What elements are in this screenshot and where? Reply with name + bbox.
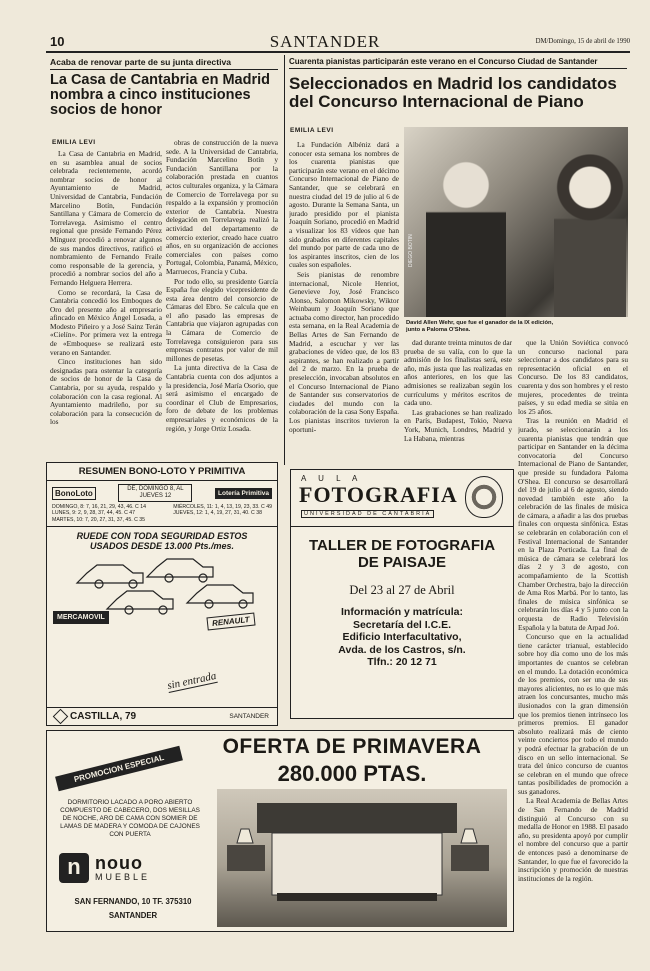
furniture-address: SAN FERNANDO, 10 TF. 375310 xyxy=(74,897,192,906)
promo-badge: PROMOCION ESPECIAL xyxy=(55,746,183,792)
lottery-results-right xyxy=(173,504,272,523)
lottery-car-ad xyxy=(46,462,278,726)
nouo-wordmark xyxy=(95,854,150,882)
lottery-result-row: MARTES, 10: 7, 20, 27, 31, 37, 45. C 35 xyxy=(52,516,146,523)
workshop-dates: Del 23 al 27 de Abril xyxy=(349,583,455,597)
nouo-icon: n xyxy=(59,853,89,883)
left-article-kicker: Acaba de renovar parte de su junta directiva xyxy=(50,57,278,70)
dealer-city: SANTANDER xyxy=(229,713,269,720)
right-article-column-2 xyxy=(404,339,512,465)
car-ad-footer xyxy=(47,707,277,725)
furniture-offer-headline: OFERTA DE PRIMAVERA xyxy=(222,735,482,758)
left-article-byline: EMILIA LEVI xyxy=(52,139,96,146)
university-name: UNIVERSIDAD DE CANTABRIA xyxy=(301,510,434,518)
right-article-paragraph: Seis pianistas de renombre internacional, Nicole Henriot, Genevieve Joy, José Francisco Alonso, Salomon Mikowsky, Wiktor Weinbaum y Joaquín Soriano que actuaba como director, han procedido esta semana, en la Real Academia de Bellas Artes de San Fernando de Madrid, a escuchar y ver las grabaciones de vídeo que, de los 83 aspirantes, se han realizado a partir del 2 de marzo. En la prueba de preselección, invocaban absolutos en el Concurso Internacional de Piano de Santander sus conservatorios de ciudades del mundo con la colaboración de la casa Sony España. Los pianistas inscritos tuvieron la oportuni- xyxy=(289,269,399,434)
renault-diamond-icon xyxy=(53,709,69,725)
workshop-info-line: Secretaría del I.C.E. xyxy=(352,618,452,631)
photo-figure-left xyxy=(426,141,506,317)
car-illustration xyxy=(47,553,277,645)
lottery-result-row: LUNES, 9: 2, 9, 28, 37, 44, 45. C 47 xyxy=(52,510,136,517)
workshop-title: TALLER DE FOTOGRAFIA DE PAISAJE xyxy=(308,537,496,571)
aula-fotografia-banner xyxy=(291,470,513,527)
lottery-result-row: JUEVES, 12: 1, 4, 19, 27, 31, 40. C 38 xyxy=(173,510,263,517)
right-article-paragraph: Concurso que en la actualidad tiene carácter trianual, establecido sobre hoy día como uno de los más importantes de cuantos se celebran en el mundo. La dotación económica de los premios, con ser una de sus mayores alicientes, no es lo que más atraen los concursantes, mucho más ilusionados con la gran dimensión que los premios tienen intrínseco los primeros premios. El ganador absoluto realizará más de ciento veinte conciertos por todo el mundo y podrá efectuar la grabación de un disco en un sello internacional. Se trata del único concurso de cuantos se celebran en el mundo que ofrece tantas posibilidades de promoción a sus ganadores. xyxy=(518,632,628,796)
nouo-brand: nouo xyxy=(95,853,143,873)
left-article-paragraph: obras de construcción de la nueva sede. A la Universidad de Cantabria, Fundación Marcelino Botín y Fundación Santillana por la colaboración prestada en cuantos actos culturales organiza, y la Cámara de Comercio de Torrelavega por su respaldo a la expansión y promoción exterior de Cantabria. Nuestra delegación en Torrelavega realizó la actividad del departamento de comercio exterior, creado hace cuatro años, en su organización de acciones comerciales con países como Portugal, Colombia, Panamá, México, Marruecos, Francia y Cuba. xyxy=(166,139,278,276)
right-article-byline: EMILIA LEVI xyxy=(290,127,334,134)
photo-credit: DIEGO BOTIN xyxy=(408,234,414,267)
right-article-paragraph: que la Unión Soviética convocó un concurso nacional para seleccionar a dos candidatos para su representación oficial en el Concurso. De los 83 candidatos, cuarenta y dos son hombres y el resto mujeres, procedentes de treinta países, y su edad media se sitúa en los 25 años. xyxy=(518,339,628,416)
bedroom-photo xyxy=(217,789,507,927)
lottery-result-row: DOMINGO, 8: 7, 16, 21, 29, 43, 46. C 14 xyxy=(52,504,146,510)
fotografia-brand: FOTOGRAFIA xyxy=(299,482,458,507)
lottery-logos-row xyxy=(47,481,277,503)
right-article-column-1 xyxy=(289,141,399,465)
left-article-column-1 xyxy=(50,150,162,465)
aula-label: A U L A xyxy=(301,474,363,483)
university-seal-icon xyxy=(465,476,503,518)
furniture-city: SANTANDER xyxy=(108,911,158,920)
dateline: DM/Domingo, 15 de abril de 1990 xyxy=(535,38,630,45)
furniture-ad xyxy=(46,730,514,932)
bonoloto-logo: BonoLoto xyxy=(52,487,96,500)
bedroom-drawing xyxy=(217,789,507,927)
left-article-paragraph: Como se recordará, la Casa de Cantabria concedió los Emboques de Oro del presente año al empresario afincado en México Ángel Losada, a Modesto Piñeiro y a José Sainz Terán «Cielín». Por primera vez la entrega de «Emboques» se realizará este verano en Santander. xyxy=(50,287,162,357)
photo-figure-right xyxy=(554,137,626,317)
lottery-results xyxy=(47,503,277,524)
furniture-description: DORMITORIO LACADO A PORO ABIERTO COMPUESTO DE CABECERO, DOS MESILLAS DE NOCHE, ARO DE CAMA CON SOMIER DE LAMAS DE MADERA Y COMODA DE CAJONES CON PUERTA xyxy=(60,799,200,838)
nouo-mueble-logo xyxy=(59,849,209,887)
photo-caption: David Allen Wehr, que fue el ganador de la IX edición, junto a Paloma O'Shea. xyxy=(406,320,554,333)
right-article-column-3 xyxy=(518,339,628,943)
lottery-result-row: MIÉRCOLES, 11: 1, 4, 13, 19, 23, 33. C 49 xyxy=(173,504,272,510)
workshop-info xyxy=(291,606,513,669)
right-article-paragraph: Las grabaciones se han realizado en París, Budapest, Tokio, Nueva York, Munich, Londres, Madrid y La Habana, mientras xyxy=(404,407,512,443)
lottery-results-left xyxy=(52,504,146,523)
right-article-headline: Seleccionados en Madrid los candidatos del Concurso Internacional de Piano xyxy=(289,74,617,111)
lottery-title: RESUMEN BONO-LOTO Y PRIMITIVA xyxy=(47,463,277,481)
left-article-column-2 xyxy=(166,139,278,465)
left-article-paragraph: Cinco instituciones han sido designadas para ostentar la categoría de socios de honor de la Casa de Cantabria, por su ayuda, respaldo y colaboración con la casa regional. Al Ayuntamiento madrileño, por su colaboración para la consecución de los xyxy=(50,357,162,427)
right-article-paragraph: dad durante treinta minutos de dar prueba de su valía, con lo que la admisión de los finalistas será, este año, más justa que las realizadas en años anteriores, en los que las admisiones se realizaban según los currículums y méritos escritos de cada uno. xyxy=(404,339,512,408)
sin-entrada-stamp: sin entrada xyxy=(166,669,218,693)
page-number: 10 xyxy=(50,34,65,49)
pianists-photo xyxy=(404,127,628,317)
workshop-info-line: Avda. de los Castros, s/n. xyxy=(338,643,466,656)
left-article-headline: La Casa de Cantabria en Madrid nombra a cinco instituciones socios de honor xyxy=(50,72,270,119)
left-article-paragraph: La junta directiva de la Casa de Cantabria cuenta con dos adjuntos a la presidencia, José María Osorio, que será asimismo el encargado de coordinar el Club de Empresarios, foro de debate de los problemas empresariales y económicos de la región, y Jorge Ortiz Losada. xyxy=(166,363,278,433)
primitiva-logo: Lotería Primitiva xyxy=(215,488,272,499)
left-article-paragraph: Por todo ello, su presidente García España fue elegido vicepresidente de esta área dentro del consorcio de Cámaras del Ebro. Se calcula que en el año pasado las empresas de Cantabria que viajaron agrupadas con la Cámara de Comercio de Torrelavega consiguieron para sus empresas contratos por valor de mil millones de pesetas. xyxy=(166,276,278,363)
cars-drawing xyxy=(47,553,273,645)
workshop-info-line: Edificio Interfacultativo, xyxy=(342,631,462,643)
dealer-logo-renault: RENAULT xyxy=(206,613,255,631)
car-ad-slogan: RUEDE CON TODA SEGURIDAD ESTOS USADOS DESDE 13.000 Pts./mes. xyxy=(47,526,277,553)
furniture-price: 280.000 PTAS. xyxy=(277,761,427,786)
right-article-paragraph: La Fundación Albéniz dará a conocer esta semana los nombres de los cuarenta pianistas que participarán este verano en el décimo Concurso Internacional de Piano de Santander, que se celebrará en nuestra ciudad del 19 de julio al 6 de agosto. Durante la Semana Santa, un jurado presidido por el pianista Joaquín Soriano, procedió en Madrid a visualizar los 83 vídeos que han sido grabados en diferentes capitales del mundo por parte de cada uno de los aspirantes inscritos, cien de los cuales son españoles. xyxy=(289,141,399,270)
workshop-info-line: Tlfn.: 20 12 71 xyxy=(367,656,437,668)
right-article-kicker: Cuarenta pianistas participarán este verano en el Concurso Ciudad de Santander xyxy=(289,57,627,69)
right-article-paragraph: Tras la reunión en Madrid el jurado, se seleccionarán a los cuarenta pianistas que tendrán que participar en Santander en la décima convocatoria del Concurso Internacional de Piano de Santander, que preside su fundadora Paloma O'Shea. El concurso se desarrollará del 19 de julio al 6 de agosto, siendo novedad también este año la celebración de las finales de música de cámara, a añadir a las dos pruebas finales con orquesta sinfónica. Estas se celebrarán en colaboración con el Festival Internacional de Santander en la Plaza Porticada. La final de música de cámara se celebrará los días 2 y 3 de agosto, con acompañamiento de la Scottish Chamber Orchestra, bajo la dirección de Ama Ros Marbá. Por lo tanto, las finales de música sinfónica se celebrarán los días 4 y 5 junto con la orquesta de Radio Televisión Española y la batuta de Arpad Joó. xyxy=(518,416,628,632)
right-article-paragraph: La Real Academia de Bellas Artes de San Fernando de Madrid distinguió al Concurso con su medalla de Honor en 1988. El pasado año, su presidenta apoyó por cumplir el nombre del concurso que a partir de entonces pasó a denominarse de Santander, lo que fue el favorecido la inscripción y promoción de nuestras instituciones de la región. xyxy=(518,796,628,883)
workshop-info-line: Información y matrícula: xyxy=(341,606,463,618)
header-rule xyxy=(46,51,630,53)
photo-workshop-ad xyxy=(290,469,514,719)
dealer-logo-mercamovil: MERCAMOVIL xyxy=(53,611,109,624)
left-article-paragraph: La Casa de Cantabria en Madrid, en su asamblea anual de socios celebrada recientemente, acordó nombrar socios de honor al Ayuntamiento de Madrid, Universidad de Cantabria, Fundación Marcelino Botín, Fundación Santillana y Cámara de Comercio de Torrelavega. Asimismo el centro regional que preside Fernando Pérez Mínguez procedió a renovar algunos de sus mandos directivos, ratificó el nombramiento de Fernando Fraile como responsable de la gerencia, y procedió a nombrar socios del año a Fernando Helguera Herrera. xyxy=(50,150,162,287)
dealer-address: CASTILLA, 79 xyxy=(70,711,137,722)
column-divider xyxy=(284,55,285,465)
lottery-date-box: DE, DOMINGO 8, AL JUEVES 12 xyxy=(118,484,192,502)
newspaper-title: SANTANDER xyxy=(269,32,381,51)
mueble-label: MUEBLE xyxy=(95,872,151,882)
